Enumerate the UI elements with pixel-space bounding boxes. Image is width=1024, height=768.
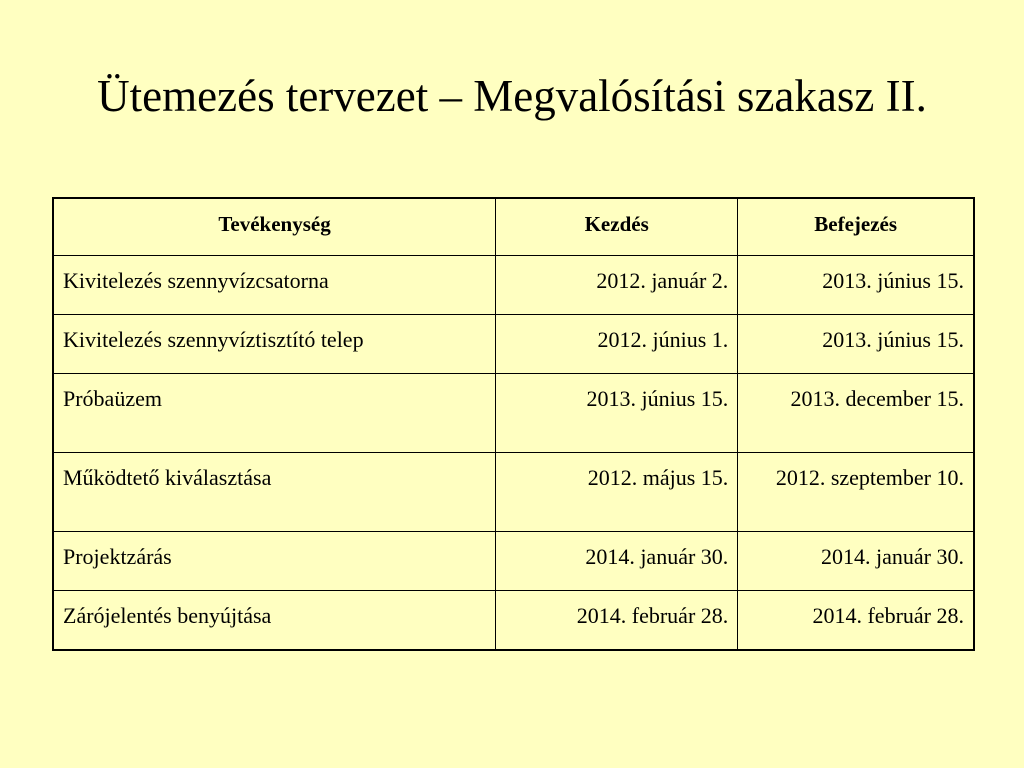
end-cell: 2014. január 30. [738,532,974,591]
start-cell: 2012. május 15. [496,453,738,532]
end-cell: 2013. június 15. [738,315,974,374]
table-header-row [53,198,974,256]
activity-cell: Kivitelezés szennyvízcsatorna [53,256,496,315]
start-cell: 2014. február 28. [496,591,738,651]
header-activity: Tevékenység [53,198,496,256]
end-cell: 2013. december 15. [738,374,974,453]
start-cell: 2013. június 15. [496,374,738,453]
activity-cell: Kivitelezés szennyvíztisztító telep [53,315,496,374]
table-row [53,315,974,374]
table-row [53,374,974,453]
activity-cell: Projektzárás [53,532,496,591]
start-cell: 2012. január 2. [496,256,738,315]
start-cell: 2012. június 1. [496,315,738,374]
end-cell: 2012. szeptember 10. [738,453,974,532]
header-start: Kezdés [496,198,738,256]
end-cell: 2013. június 15. [738,256,974,315]
table-row [53,256,974,315]
activity-cell: Próbaüzem [53,374,496,453]
activity-cell: Zárójelentés benyújtása [53,591,496,651]
table-row [53,591,974,651]
header-end: Befejezés [738,198,974,256]
activity-cell: Működtető kiválasztása [53,453,496,532]
end-cell: 2014. február 28. [738,591,974,651]
start-cell: 2014. január 30. [496,532,738,591]
slide-title: Ütemezés tervezet – Megvalósítási szakasz II. [97,71,927,121]
table-row [53,532,974,591]
table-row [53,453,974,532]
schedule-table [52,197,975,651]
